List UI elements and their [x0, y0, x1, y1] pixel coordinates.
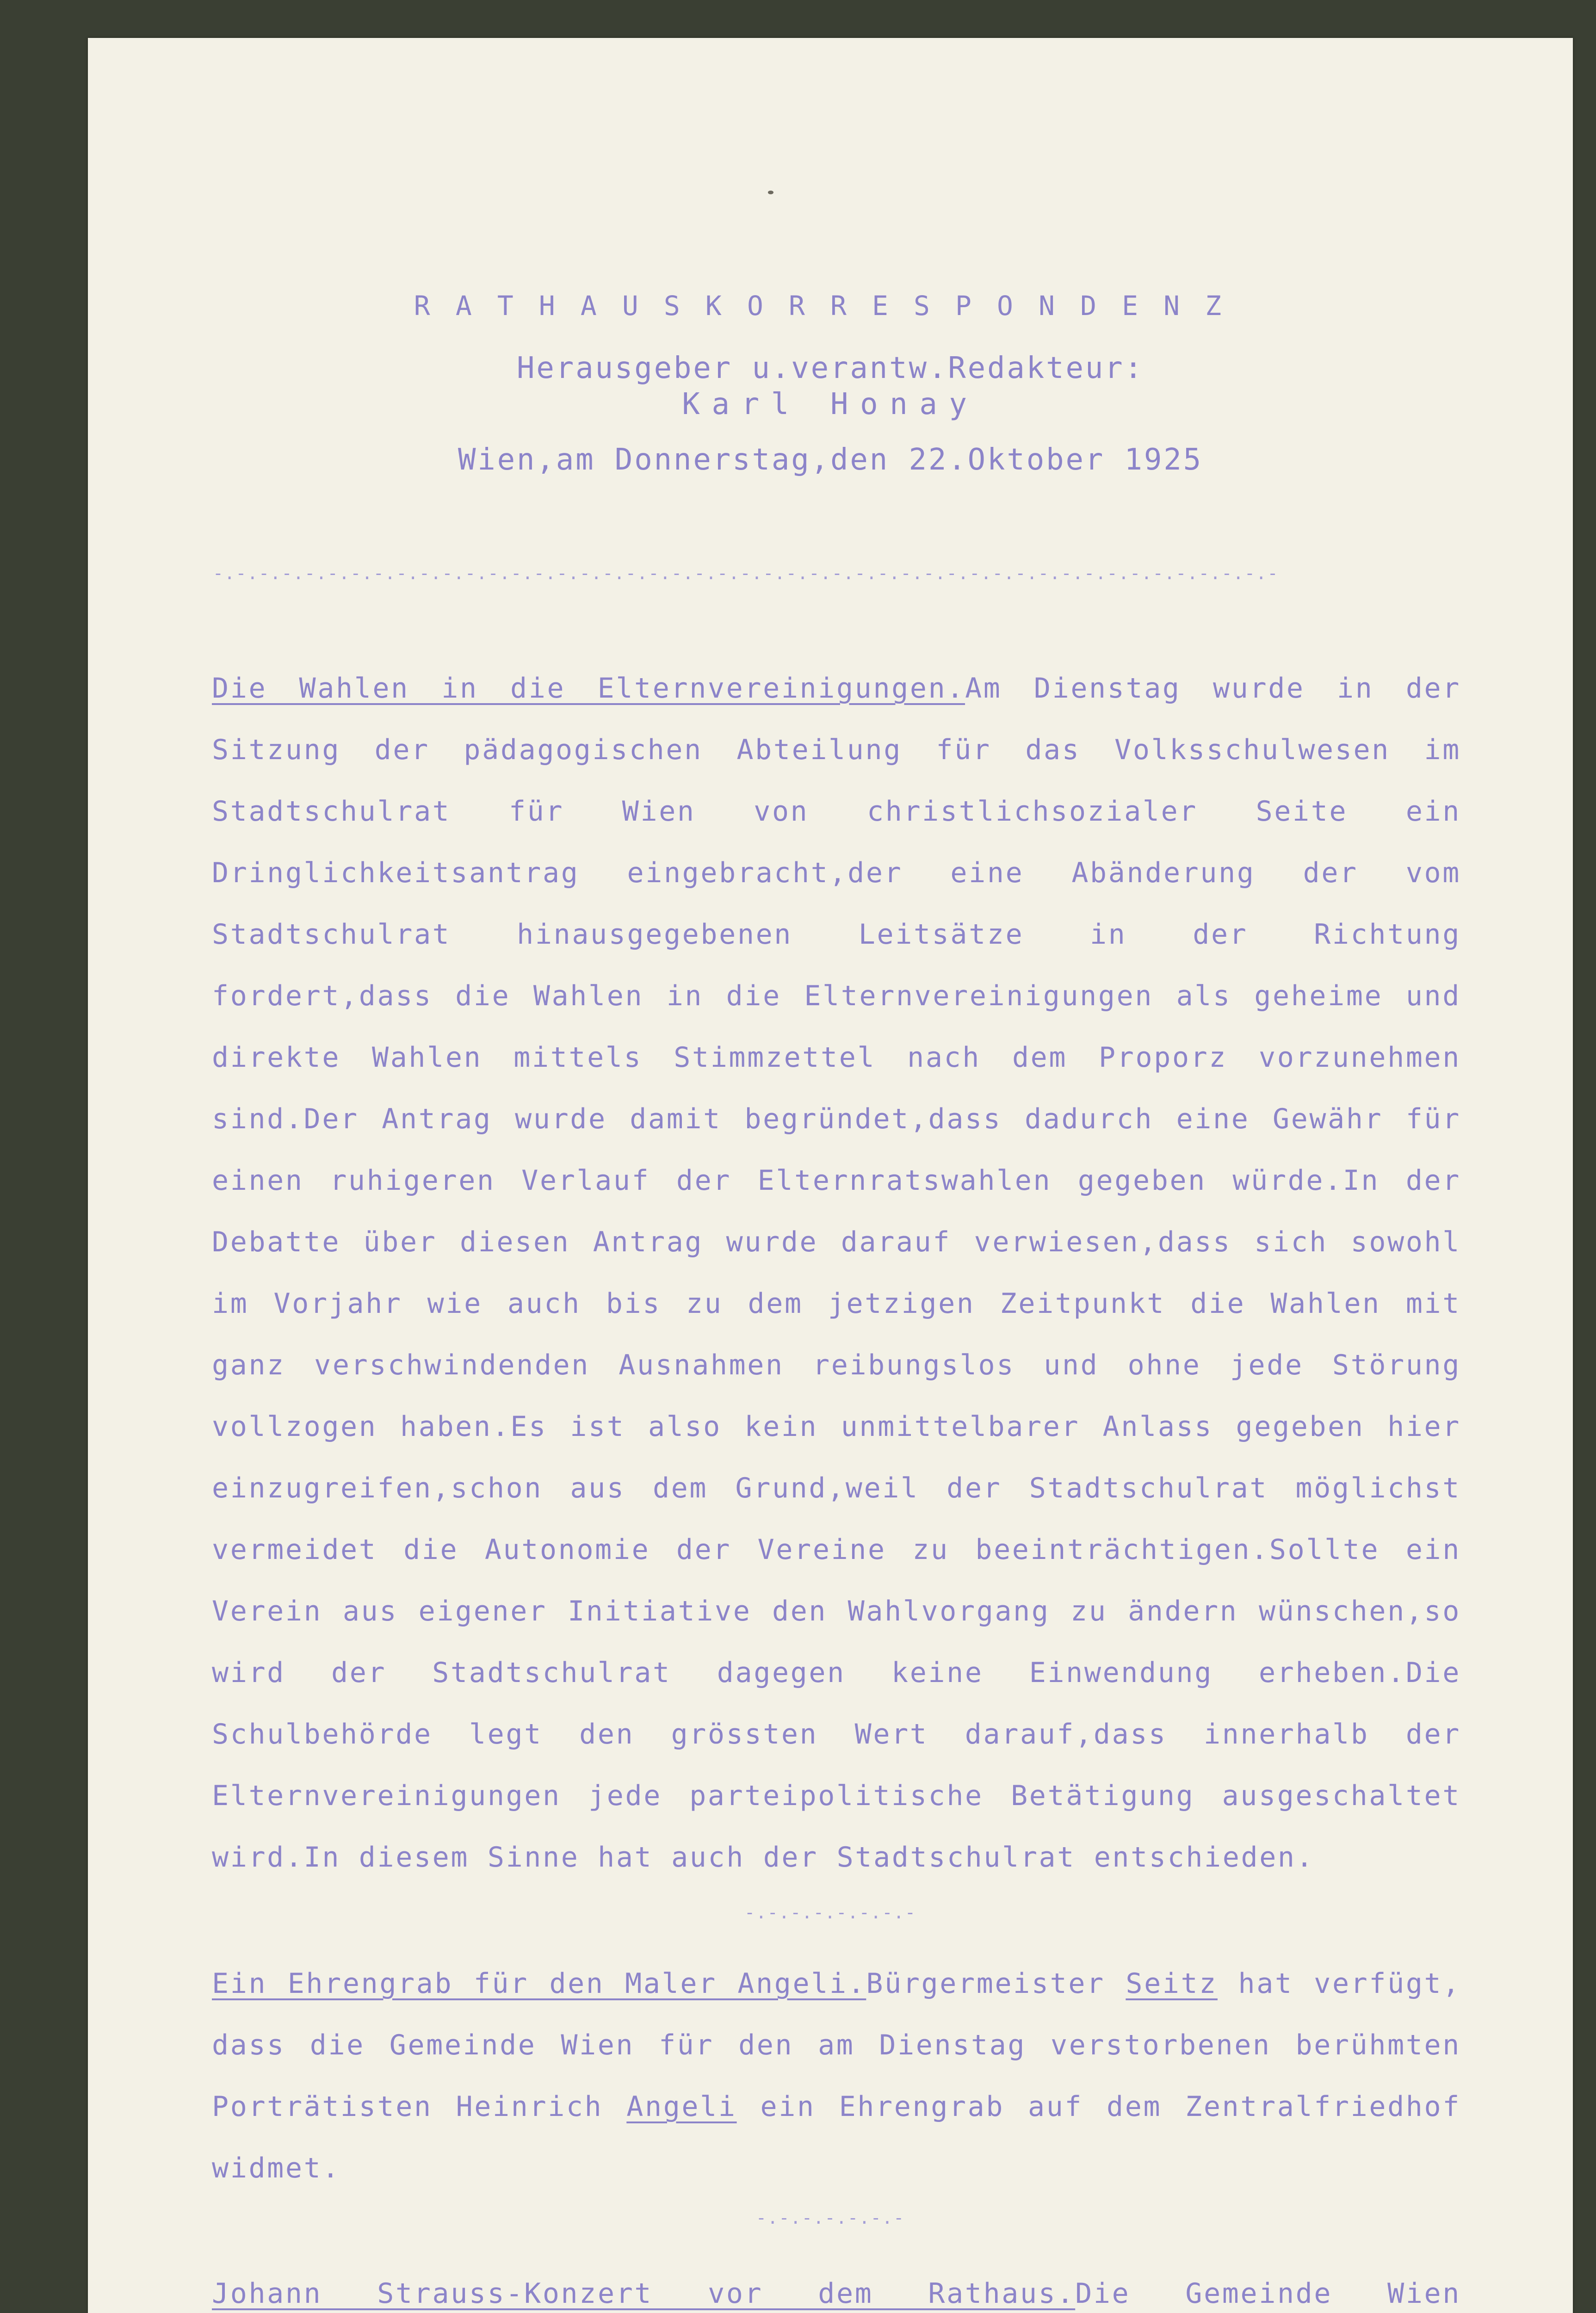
document-page: [88, 38, 1573, 2313]
underlined-name: Angeli: [626, 2090, 737, 2123]
editor-name: Karl Honay: [682, 387, 979, 421]
underlined-name: Seitz: [1126, 1967, 1218, 2000]
article-body-part: Die Gemeinde Wien: [1075, 2277, 1461, 2310]
article-ehrengrab-angeli: [212, 1953, 1461, 2199]
dateline: Wien,am Donnerstag,den 22.Oktober 1925: [458, 443, 1203, 477]
paper-fleck: [768, 191, 773, 194]
masthead-title: RATHAUSKORRESPONDENZ: [414, 290, 1247, 322]
article-title: Johann Strauss-Konzert vor dem Rathaus.: [212, 2277, 1076, 2310]
separator-top: -.-.-.-.-.-.-.-.-.-.-.-.-.-.-.-.-.-.-.-.-.-.-.-.-.-.-.-.-.-.-.-.-.-.-.-.-.-.-.-.-.-.-.-.-.-.-: [213, 563, 1279, 583]
article-body-part: hat verfügt, dass die Gemeinde Wien für den am Dienstag verstorbenen berühmten Porträtisten Heinrich: [212, 1967, 1461, 2123]
article-elternvereinigungen: [212, 658, 1461, 1888]
separator-1: -.-.-.-.-.-.-.-: [744, 1902, 916, 1923]
article-body: Am Dienstag wurde in der Sitzung der pädagogischen Abteilung für das Volksschulwesen im Stadtschulrat für Wien von christlichsozialer Seite ein Dringlichkeitsantrag eingebracht,der eine Abänderung der vom Stadtschulrat hinausgegebenen Leitsätze in der Richtung fordert,dass die Wahlen in die Elternvereinigungen als geheime und direkte Wahlen mittels Stimmzettel nach dem Proporz vorzunehmen sind.Der Antrag wurde damit begründet,dass dadurch eine Gewähr für einen ruhigeren Verlauf der Elternratswahlen gegeben würde.In der Debatte über diesen Antrag wurde darauf verwiesen,dass sich sowohl im Vorjahr wie auch bis zu dem jetzigen Zeitpunkt die Wahlen mit ganz verschwindenden Ausnahmen reibungslos und ohne jede Störung vollzogen haben.Es ist also kein unmittelbarer Anlass gegeben hier einzugreifen,schon aus dem Grund,weil der Stadtschulrat möglichst vermeidet die Autonomie der Vereine zu beeinträchtigen.Sollte ein Verein aus eigener Initiative den Wahlvorgang zu ändern wünschen,so wird der Stadtschulrat dagegen keine Einwendung erheben.Die Schulbehörde legt den grössten Wert darauf,dass innerhalb der Elternvereinigungen jede parteipolitische Betätigung ausgeschaltet wird.In diesem Sinne hat auch der Stadtschulrat entschieden.: [212, 672, 1461, 1874]
separator-2: -.-.-.-.-.-.-: [755, 2208, 905, 2228]
article-title: Die Wahlen in die Elternvereinigungen.: [212, 672, 965, 705]
publisher-line: Herausgeber u.verantw.Redakteur:: [517, 351, 1144, 385]
article-body-part: Bürgermeister: [866, 1967, 1126, 2000]
article-strauss-konzert: [212, 2263, 1461, 2313]
article-body-part: ein Ehrengrab auf dem Zentralfriedhof widmet.: [212, 2090, 1461, 2184]
article-title: Ein Ehrengrab für den Maler Angeli.: [212, 1967, 866, 2000]
